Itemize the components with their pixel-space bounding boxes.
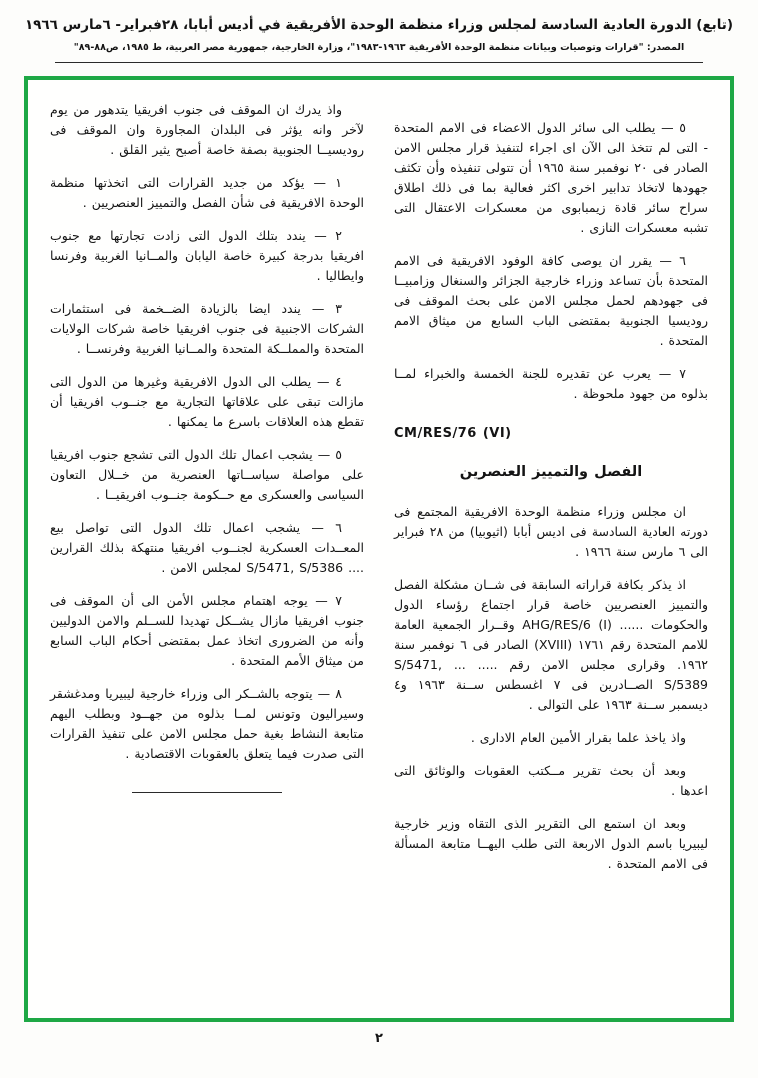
document-title: (تابع) الدورة العادية السادسة لمجلس وزراء منظمة الوحدة الأفريقية في أديس أبابا، ٢٨فبراير- ٦مارس ١٩٦٦ xyxy=(24,17,734,33)
resolution-item-7b: ٧ — يوجه اهتمام مجلس الأمن الى أن الموقف فى جنوب افريقيا مازال يشــكل تهديدا للســلم والامن الدوليين وأنه من الضرورى اتخاذ عمل بمقتضى أحكام الباب السابع من ميثاق الأمم المتحدة . xyxy=(50,592,364,668)
resolution-item-6: ٦ — يقرر ان يوصى كافة الوفود الافريقية فى الامم المتحدة بأن تساعد وزراء خارجية الجزائر والسنغال وزامبيــا فى جهودهم لحمل مجلس الامن على بحث الموقف فى روديسيا الجنوبية بمقتضى الباب السابع من ميثاق الامم المتحدة . xyxy=(394,252,708,348)
document-header xyxy=(0,0,758,63)
left-column xyxy=(50,98,364,1002)
content-frame xyxy=(24,76,734,1022)
right-column xyxy=(394,98,708,1002)
resolution-item-7: ٧ — يعرب عن تقديره للجنة الخمسة والخبراء لمــا بذلوه من جهود ملحوظة . xyxy=(394,365,708,401)
header-divider xyxy=(55,62,703,63)
preamble-council: ان مجلس وزراء منظمة الوحدة الافريقية المجتمع فى دورته العادية السادسة فى اديس أبابا (اثيوبيا) من ٢٨ فبراير الى ٦ مارس سنة ١٩٦٦ . xyxy=(394,503,708,559)
two-column-layout xyxy=(50,98,708,1002)
resolution-item-3: ٣ — يندد ايضا بالزيادة الضــخمة فى استثمارات الشركات الاجنبية فى جنوب افريقيا خاصة شركات الولايات المتحدة والمملــكة المتحدة والمــانيا الغربية وفرنســا . xyxy=(50,300,364,356)
preamble-report: وبعد أن بحث تقرير مــكتب العقوبات والوثائق التى اعدها . xyxy=(394,762,708,798)
resolution-item-2: ٢ — يندد بتلك الدول التى زادت تجارتها مع جنوب افريقيا بدرجة كبيرة خاصة اليابان والمــانيا الغربية وفرنسا وايطاليا . xyxy=(50,227,364,283)
resolution-item-4: ٤ — يطلب الى الدول الافريقية وغيرها من الدول التى مازالت تبقى على علاقاتها التجارية مع جنــوب افريقيا أن تقطع هذه العلاقات باسرع ما يمكنها . xyxy=(50,373,364,429)
footnote-divider xyxy=(132,792,282,793)
document-reference: CM/RES/76 (VI) xyxy=(394,425,512,441)
resolution-item-5b: ٥ — يشجب اعمال تلك الدول التى تشجع جنوب افريقيا على مواصلة سياســاتها العنصرية من خــلال التعاون السياسى والعسكرى مع حــكومة جنــوب افريقيــا . xyxy=(50,446,364,502)
preamble-note: واذ ياخذ علما بقرار الأمين العام الادارى . xyxy=(470,729,686,745)
resolution-item-5: ٥ — يطلب الى سائر الدول الاعضاء فى الامم المتحدة - التى لم تتخذ الى الآن اى اجراء لتنفيذ قرار مجلس الامن الصادر فى ٢٠ نوفمبر سنة ١٩٦٥ أن تتولى تنفيذه وأن تكثف جهودها لاتخاذ تدابير اخرى اكثر فعالية بما فى ذلك اطلاق سراح سائر قادة زيمبابوى من معسكرات الاعتقال التى تشبه معسكرات النازى . xyxy=(394,119,708,235)
preamble-liberia: وبعد ان استمع الى التقرير الذى التقاه وزير خارجية ليبيريا باسم الدول الاربعة التى طلب اليهــا متابعة المسألة فى الامم المتحدة . xyxy=(394,815,708,871)
section-heading: الفصل والتمييز العنصرين xyxy=(459,463,643,480)
resolution-item-8: ٨ — يتوجه بالشــكر الى وزراء خارجية ليبيريا ومدغشقر وسيراليون وتونس لمــا بذلوه من جهــود وبطلب اليهم متابعة النشاط بغية حمل مجلس الامن على تنفيذ القرارات التى صدرت فيما يتعلق بالعقوبات الاقتصادية . xyxy=(50,685,364,761)
preamble-recall: اذ يذكر بكافة قراراته السابقة فى شــان مشكلة الفصل والتمييز العنصريين خاصة قرار اجتماع رؤساء الدول والحكومات ...... AHG/RES/6 (I) وقــرار الجمعية العامة للامم المتحدة رقم ١٧٦١ (XVIII) الصادر فى ٦ نوفمبر سنة ١٩٦٢. وقرارى مجلس الامن رقم ..... ... S/5471, S/5389 الصــادرين فى ٧ اغسطس ســنة ١٩٦٣ و٤ ديسمبر ســنة ١٩٦٣ على التوالى . xyxy=(394,576,709,712)
preamble-situation: واذ يدرك ان الموقف فى جنوب افريقيا يتدهور من يوم لآخر وانه يؤثر فى البلدان المجاورة وان الموقف فى روديسيــا الجنوبية بصفة خاصة أصبح يثير القلق . xyxy=(50,101,364,157)
resolution-item-6b: ٦ — يشجب اعمال تلك الدول التى تواصل بيع المعــدات العسكرية لجنــوب افريقيا منتهكة بذلك القرارين .... S/5471, S/5386 لمجلس الامن . xyxy=(50,519,364,575)
source-line: المصدر: "قرارات وتوصيات وبيانات منظمة الوحدة الأفريقية ١٩٦٣-١٩٨٣"، وزارة الخارجية، جمهورية مصر العربية، ط ١٩٨٥، ص٨٨-٨٩" xyxy=(73,41,685,53)
page-number: ٢ xyxy=(375,1030,383,1046)
resolution-item-1: ١ — يؤكد من جديد القرارات التى اتخذتها منظمة الوحدة الافريقية فى شأن الفصل والتمييز العنصريين . xyxy=(50,174,364,210)
